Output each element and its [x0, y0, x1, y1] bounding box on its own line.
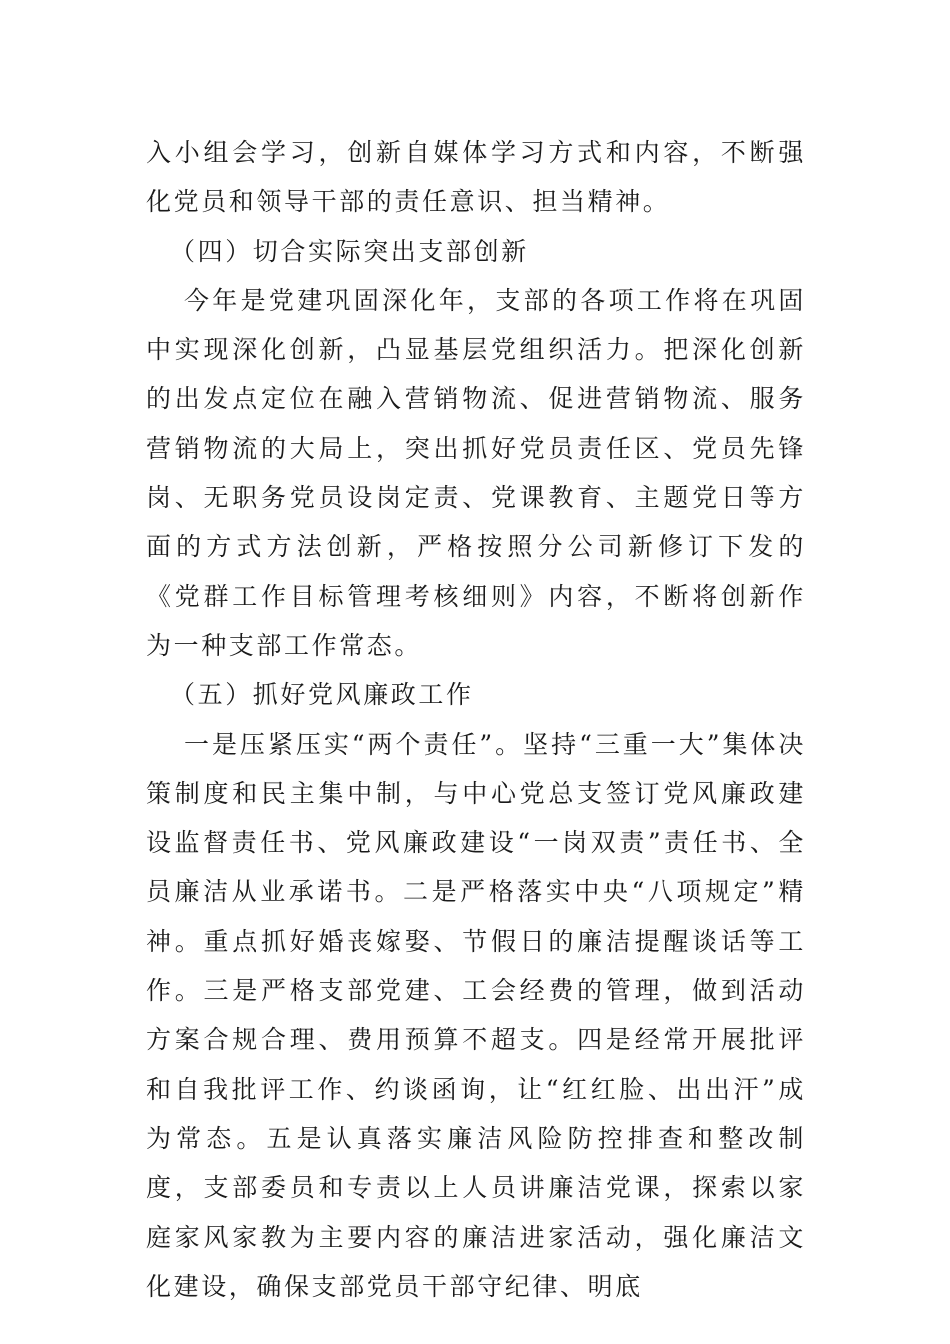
paragraph-integrity: 一是压紧压实“两个责任”。坚持“三重一大”集体决策制度和民主集中制，与中心党总支签订党风廉政建设监督责任书、党风廉政建设“一岗双责”责任书、全员廉洁从业承诺书。二是严格落实中央“八项规定”精神。重点抓好婚丧嫁娶、节假日的廉洁提醒谈话等工作。三是严格支部党建、工会经费的管理，做到活动方案合规合理、费用预算不超支。四是经常开展批评和自我批评工作、约谈函询，让“红红脸、出出汗”成为常态。五是认真落实廉洁风险防控排查和整改制度，支部委员和专责以上人员讲廉洁党课，探索以家庭家风家教为主要内容的廉洁进家活动，强化廉洁文化建设，确保支部党员干部守纪律、明底: [146, 729, 806, 1301]
paragraph-continuation: 入小组会学习，创新自媒体学习方式和内容，不断强化党员和领导干部的责任意识、担当精神。: [146, 138, 806, 217]
paragraph-innovation: 今年是党建巩固深化年，支部的各项工作将在巩固中实现深化创新，凸显基层党组织活力。把深化创新的出发点定位在融入营销物流、促进营销物流、服务营销物流的大局上，突出抓好党员责任区、党员先锋岗、无职务党员设岗定责、党课教育、主题党日等方面的方式方法创新，严格按照分公司新修订下发的《党群工作目标管理考核细则》内容，不断将创新作为一种支部工作常态。: [146, 285, 806, 660]
section-heading-5: （五）抓好党风廉政工作: [170, 680, 474, 710]
document-body: [146, 128, 806, 1311]
section-heading-4: （四）切合实际突出支部创新: [170, 236, 529, 266]
